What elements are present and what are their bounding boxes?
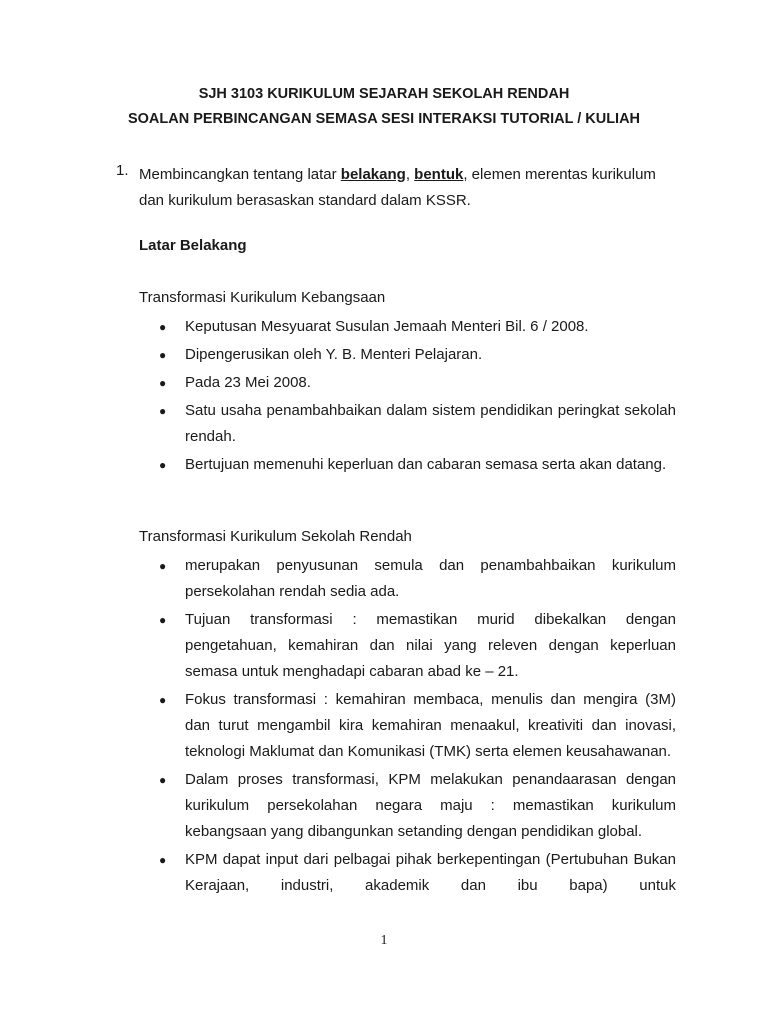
list-item-text: Bertujuan memenuhi keperluan dan cabaran semasa serta akan datang. <box>185 456 667 473</box>
list-item-text: Pada 23 Mei 2008. <box>185 374 311 391</box>
list-item <box>139 847 676 899</box>
bullet-icon: ● <box>159 693 167 707</box>
document-subtitle: SOALAN PERBINCANGAN SEMASA SESI INTERAKSI TUTORIAL / KULIAH <box>127 111 641 127</box>
bullet-icon: ● <box>159 853 167 867</box>
question-text <box>139 162 676 214</box>
list-item-text: Satu usaha penambahbaikan dalam sistem pendidikan peringkat sekolah rendah. <box>185 402 676 445</box>
list-item-text: KPM dapat input dari pelbagai pihak berkepentingan (Pertubuhan Bukan Kerajaan, industri, akademik dan ibu bapa) untuk <box>185 851 676 894</box>
document-title: SJH 3103 KURIKULUM SEJARAH SEKOLAH RENDAH <box>198 86 570 102</box>
list-item <box>139 342 676 368</box>
list-item <box>139 553 676 605</box>
list-item <box>139 370 676 396</box>
list-item <box>139 398 676 450</box>
list-item-text: Dipengerusikan oleh Y. B. Menteri Pelajaran. <box>185 346 483 363</box>
list-item-text: Tujuan transformasi : memastikan murid dibekalkan dengan pengetahuan, kemahiran dan nilai yang releven dengan keperluan semasa untuk menghadapi cabaran abad ke – 21. <box>185 611 676 680</box>
list-item <box>139 607 676 685</box>
bullet-icon: ● <box>159 376 167 390</box>
bullet-list <box>139 553 676 901</box>
question-text-part: , elemen merentas kurikulum dan kurikulum berasaskan standard dalam KSSR. <box>139 166 656 209</box>
question-emphasis-bentuk: bentuk <box>414 166 464 183</box>
question-text-part: Membincangkan tentang latar <box>139 166 341 183</box>
bullet-icon: ● <box>159 559 167 573</box>
subsection-title: Transformasi Kurikulum Kebangsaan <box>139 289 386 306</box>
question-number: 1. <box>116 162 129 179</box>
list-item-text: Fokus transformasi : kemahiran membaca, menulis dan mengira (3M) dan turut mengambil kira kemahiran menaakul, kreativiti dan inovasi, teknologi Maklumat dan Komunikasi (TMK) serta elemen keusahawanan. <box>185 691 676 760</box>
bullet-list <box>139 314 676 480</box>
question-emphasis-belakang: belakang <box>340 166 406 183</box>
bullet-icon: ● <box>159 404 167 418</box>
subsection-title: Transformasi Kurikulum Sekolah Rendah <box>139 528 412 545</box>
question-text-part: , <box>405 166 415 183</box>
section-heading: Latar Belakang <box>139 237 247 254</box>
list-item-text: Keputusan Mesyuarat Susulan Jemaah Menteri Bil. 6 / 2008. <box>185 318 589 335</box>
list-item <box>139 314 676 340</box>
bullet-icon: ● <box>159 458 167 472</box>
list-item-text: merupakan penyusunan semula dan penambahbaikan kurikulum persekolahan rendah sedia ada. <box>185 557 676 600</box>
bullet-icon: ● <box>159 773 167 787</box>
bullet-icon: ● <box>159 320 167 334</box>
list-item <box>139 687 676 765</box>
bullet-icon: ● <box>159 613 167 627</box>
bullet-icon: ● <box>159 348 167 362</box>
list-item-text: Dalam proses transformasi, KPM melakukan penandaarasan dengan kurikulum persekolahan negara maju : memastikan kurikulum kebangsaan yang dibangunkan setanding dengan pendidikan global. <box>185 771 676 840</box>
list-item <box>139 452 676 478</box>
page-number: 1 <box>380 933 388 948</box>
list-item <box>139 767 676 845</box>
